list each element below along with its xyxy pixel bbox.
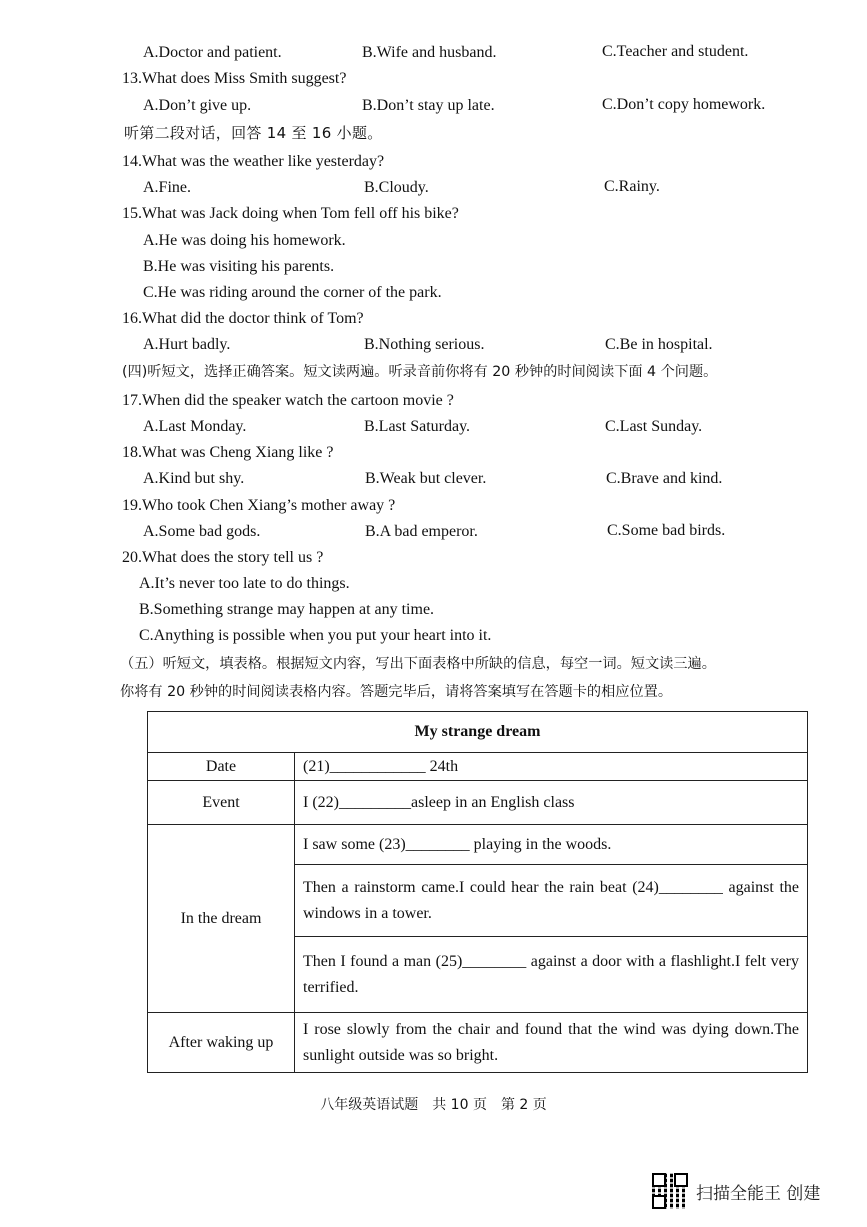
q16-question: 16.What did the doctor think of Tom? [122,310,364,327]
section-5-instruction-line-2: 你将有 20 秒钟的时间阅读表格内容。答题完毕后，请将答案填写在答题卡的相应位置。 [120,684,673,700]
q12-option-a: A.Doctor and patient. [143,44,282,61]
q17-option-a: A.Last Monday. [143,418,247,435]
section-2-instruction: 听第二段对话，回答 14 至 16 小题。 [124,124,383,142]
after-waking-value: I rose slowly from the chair and found that the wind was dying down.The sunlight outside was so bright. [295,1013,808,1073]
qr-code-icon [652,1173,688,1209]
event-value: I (22)_________asleep in an English class [295,781,808,825]
q18-question: 18.What was Cheng Xiang like ? [122,444,334,461]
table-title: My strange dream [148,712,808,753]
q18-option-c: C.Brave and kind. [606,470,723,487]
q15-option-a: A.He was doing his homework. [143,232,346,249]
q13-option-b: B.Don’t stay up late. [362,97,495,114]
after-waking-label: After waking up [148,1013,295,1073]
q14-option-b: B.Cloudy. [364,179,429,196]
q13-option-c: C.Don’t copy homework. [602,96,766,113]
q14-question: 14.What was the weather like yesterday? [122,153,385,170]
scanner-text: 扫描全能王 创建 [696,1183,821,1204]
dream-line-2: Then a rainstorm came.I could hear the rain beat (24)________ against the windows in a tower. [295,865,808,937]
q15-option-c: C.He was riding around the corner of the park. [143,284,442,301]
dream-line-3: Then I found a man (25)________ against a door with a flashlight.I felt very terrified. [295,937,808,1013]
q17-option-b: B.Last Saturday. [364,418,471,435]
q16-option-b: B.Nothing serious. [364,336,485,353]
q12-option-b: B.Wife and husband. [362,44,497,61]
section-4-instruction: (四)听短文，选择正确答案。短文读两遍。听录音前你将有 20 秒钟的时间阅读下面 4 个问题。 [122,364,718,380]
scanner-watermark [652,1171,820,1211]
q13-option-a: A.Don’t give up. [143,97,252,114]
date-label: Date [148,753,295,781]
dream-label: In the dream [148,825,295,1013]
q12-option-c: C.Teacher and student. [602,43,749,60]
q16-option-a: A.Hurt badly. [143,336,231,353]
dream-line-1: I saw some (23)________ playing in the woods. [295,825,808,865]
section-5-instruction-line-1: （五）听短文，填表格。根据短文内容，写出下面表格中所缺的信息，每空一词。短文读三遍。 [120,656,716,672]
q16-option-c: C.Be in hospital. [605,336,713,353]
q15-question: 15.What was Jack doing when Tom fell off his bike? [122,205,459,222]
q19-option-c: C.Some bad birds. [607,522,726,539]
q17-question: 17.When did the speaker watch the cartoon movie ? [122,392,454,409]
q20-option-c: C.Anything is possible when you put your heart into it. [139,627,492,644]
q20-option-a: A.It’s never too late to do things. [139,575,350,592]
q18-option-b: B.Weak but clever. [365,470,487,487]
dream-table [147,711,808,1073]
event-label: Event [148,781,295,825]
q19-question: 19.Who took Chen Xiang’s mother away ? [122,497,396,514]
date-value: (21)____________ 24th [295,753,808,781]
page-footer: 八年级英语试题 共 10 页 第 2 页 [320,1097,547,1113]
q20-option-b: B.Something strange may happen at any time. [139,601,435,618]
q13-question: 13.What does Miss Smith suggest? [122,70,347,87]
q20-question: 20.What does the story tell us ? [122,549,324,566]
q19-option-a: A.Some bad gods. [143,523,261,540]
q14-option-c: C.Rainy. [604,178,660,195]
q17-option-c: C.Last Sunday. [605,418,703,435]
q15-option-b: B.He was visiting his parents. [143,258,335,275]
q18-option-a: A.Kind but shy. [143,470,245,487]
q19-option-b: B.A bad emperor. [365,523,478,540]
q14-option-a: A.Fine. [143,179,191,196]
